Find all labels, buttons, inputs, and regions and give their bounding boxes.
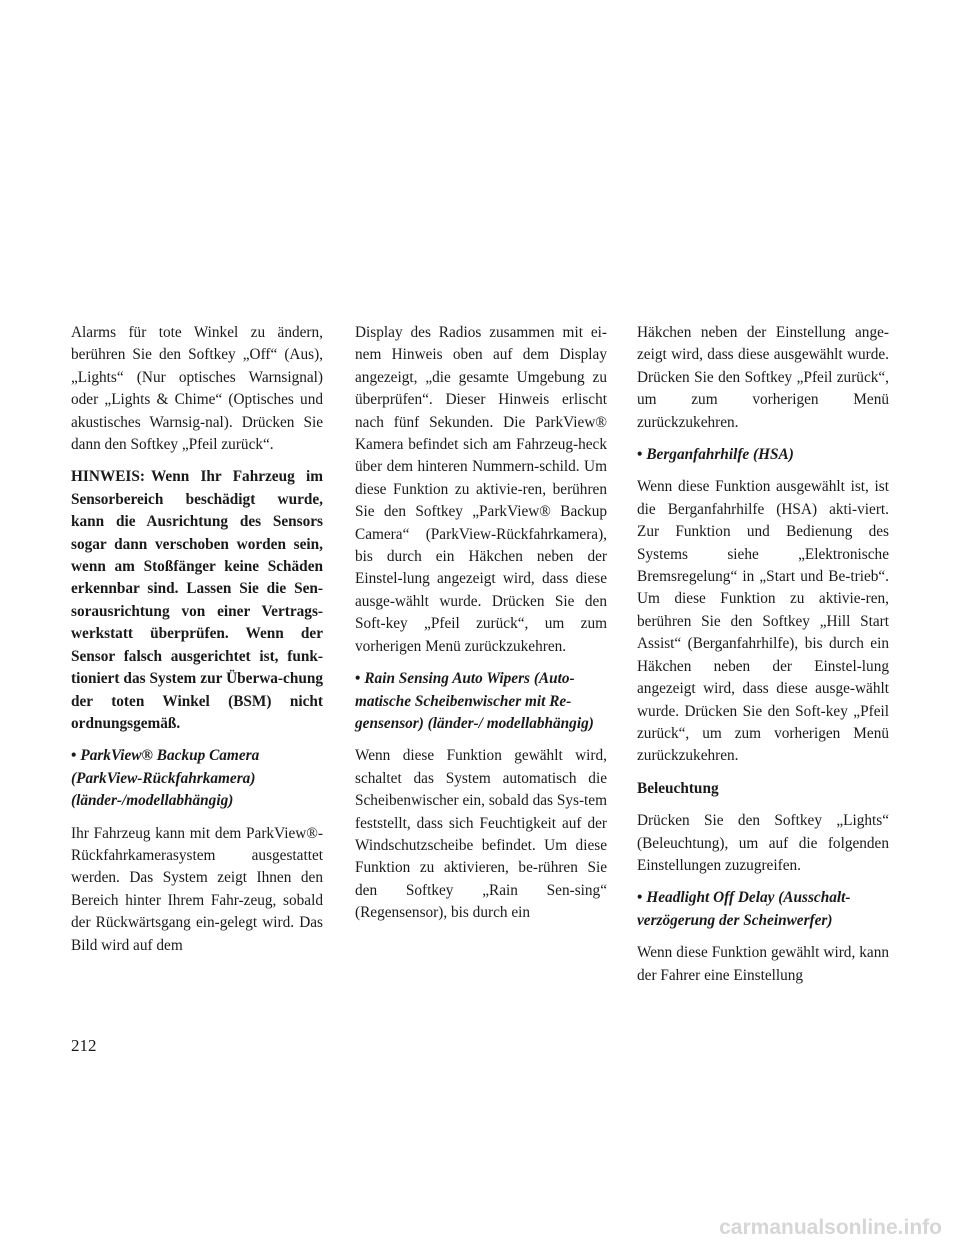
feature-heading bbox=[637, 887, 889, 932]
bullet-icon: • bbox=[355, 670, 361, 688]
feature-heading-text: ParkView® Backup Camera (ParkView-Rückfahrkamera) (länder-/modellabhängig) bbox=[71, 747, 260, 810]
feature-heading-text: Rain Sensing Auto Wipers (Auto-matische Scheibenwischer mit Re-gensensor) (länder-/ modellabhängig) bbox=[355, 670, 594, 732]
bullet-icon: • bbox=[71, 747, 77, 765]
page-number: 212 bbox=[71, 1036, 97, 1055]
bullet-icon: • bbox=[637, 446, 643, 464]
paragraph: Alarms für tote Winkel zu ändern, berühren Sie den Softkey „Off“ (Aus), „Lights“ (Nur optisches Warnsignal) oder „Lights & Chime“ (Optisches und akustisches Warnsig-nal). Drücken Sie dann den Softkey „Pfeil zurück“. bbox=[71, 324, 323, 454]
text-column-1 bbox=[71, 322, 323, 967]
paragraph: Display des Radios zusammen mit ei-nem Hinweis oben auf dem Display angezeigt, „die gesamte Umgebung zu überprüfen“. Dieser Hinweis erlischt nach fünf Sekunden. Die ParkView® Kamera befindet sich am Fahrzeug-heck über dem hinteren Nummern-schild. Um diese Funktion zu aktivie-ren, berühren Sie den Softkey „ParkView® Backup Camera“ (ParkView-Rückfahrkamera), bis durch ein Häkchen neben der Einstel-lung angezeigt wird, dass diese ausge-wählt wurde. Drücken Sie den Soft-key „Pfeil zurück“, um zum vorherigen Menü zurückzukehren. bbox=[355, 324, 607, 655]
feature-heading-text: Headlight Off Delay (Ausschalt-verzögerung der Scheinwerfer) bbox=[637, 889, 851, 929]
text-column-2 bbox=[355, 322, 607, 935]
section-heading: Beleuchtung bbox=[637, 779, 719, 797]
watermark: carmanualsonline.info bbox=[719, 1216, 942, 1239]
paragraph: Häkchen neben der Einstellung ange-zeigt wird, dass diese ausgewählt wurde. Drücken Sie den Softkey „Pfeil zurück“, um zum vorherigen Menü zurückzukehren. bbox=[637, 324, 889, 431]
note-label: HINWEIS: bbox=[71, 468, 145, 486]
paragraph: Wenn diese Funktion gewählt wird, kann der Fahrer eine Einstellung bbox=[637, 944, 889, 984]
paragraph: Drücken Sie den Softkey „Lights“ (Beleuchtung), um auf die folgenden Einstellungen zuzugreifen. bbox=[637, 812, 889, 874]
paragraph: Wenn diese Funktion ausgewählt ist, ist die Berganfahrhilfe (HSA) akti-viert. Zur Funktion und Bedienung des Systems siehe „Elektronische Bremsregelung“ in „Start und Be-trieb“. Um diese Funktion zu aktivie-ren, berühren Sie den Softkey „Hill Start Assist“ (Berganfahrhilfe), bis durch ein Häkchen neben der Einstel-lung angezeigt wird, dass diese ausge-wählt wurde. Drücken Sie den Soft-key „Pfeil zurück“, um zum vorherigen Menü zurückzukehren. bbox=[637, 478, 889, 765]
note-text: Wenn Ihr Fahrzeug im Sensorbereich beschädigt wurde, kann die Ausrichtung des Sensors sogar dann verschoben worden sein, wenn am Stoßfänger keine Schäden erkennbar sind. Lassen Sie die Sen-sorausrichtung von einer Vertrags-werkstatt überprüfen. Wenn der Sensor falsch ausgerichtet ist, funk-tioniert das System zur Überwa-chung der toten Winkel (BSM) nicht ordnungsgemäß. bbox=[71, 468, 323, 732]
paragraph: Ihr Fahrzeug kann mit dem ParkView®-Rückfahrkamerasystem ausgestattet werden. Das System zeigt Ihnen den Bereich hinter Ihrem Fahr-zeug, sobald der Rückwärtsgang ein-gelegt wird. Das Bild wird auf dem bbox=[71, 824, 323, 954]
bullet-icon: • bbox=[637, 889, 643, 907]
note bbox=[71, 466, 323, 735]
feature-heading bbox=[637, 444, 889, 466]
feature-heading bbox=[355, 668, 607, 735]
feature-heading-text: Berganfahrhilfe (HSA) bbox=[646, 446, 794, 464]
feature-heading bbox=[71, 745, 323, 812]
text-column-3 bbox=[637, 322, 889, 997]
paragraph: Wenn diese Funktion gewählt wird, schaltet das System automatisch die Scheibenwischer ein, sobald das Sys-tem feststellt, dass sich Feuchtigkeit auf der Windschutzscheibe befindet. Um diese Funktion zu aktivieren, be-rühren Sie den Softkey „Rain Sen-sing“ (Regensensor), bis durch ein bbox=[355, 747, 607, 922]
